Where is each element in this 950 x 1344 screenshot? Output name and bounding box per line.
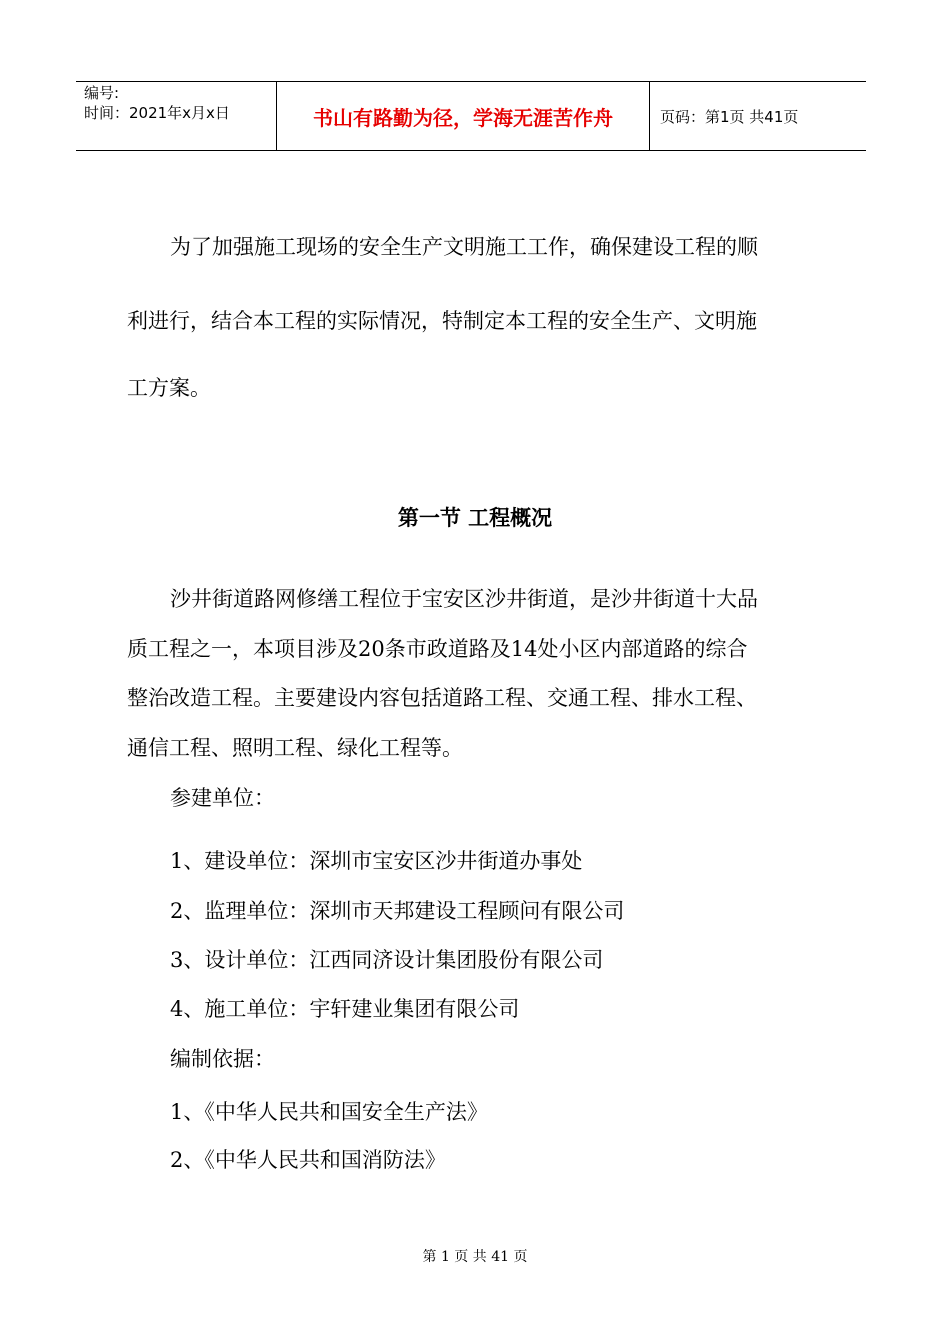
participant-item: 3、设计单位：江西同济设计集团股份有限公司 xyxy=(170,948,604,972)
intro-line-2: 利进行，结合本工程的实际情况，特制定本工程的安全生产、文明施 xyxy=(127,309,757,333)
header-page-info: 页码：第1页 共41页 xyxy=(660,107,799,126)
overview-line-4: 通信工程、照明工程、绿化工程等。 xyxy=(127,736,463,760)
intro-line-1: 为了加强施工现场的安全生产文明施工工作，确保建设工程的顺 xyxy=(170,235,758,259)
page-footer: 第 1 页 共 41 页 xyxy=(422,1249,528,1265)
intro-line-3: 工方案。 xyxy=(127,376,211,400)
basis-label: 编制依据： xyxy=(170,1047,275,1071)
participant-item: 1、建设单位：深圳市宝安区沙井街道办事处 xyxy=(170,849,583,873)
overview-line-1: 沙井街道路网修缮工程位于宝安区沙井街道，是沙井街道十大品 xyxy=(170,587,758,611)
basis-item: 1、《中华人民共和国安全生产法》 xyxy=(170,1100,488,1124)
section-title: 第一节 工程概况 xyxy=(397,506,553,530)
basis-item: 2、《中华人民共和国消防法》 xyxy=(170,1148,446,1172)
page-header xyxy=(76,81,866,151)
participant-item: 2、监理单位：深圳市天邦建设工程顾问有限公司 xyxy=(170,899,625,923)
overview-line-3: 整治改造工程。主要建设内容包括道路工程、交通工程、排水工程、 xyxy=(127,686,757,710)
participant-item: 4、施工单位：宇轩建业集团有限公司 xyxy=(170,997,520,1021)
overview-line-2: 质工程之一，本项目涉及20条市政道路及14处小区内部道路的综合 xyxy=(127,637,748,661)
header-motto xyxy=(277,82,650,150)
header-meta xyxy=(76,82,277,150)
motto-text: 书山有路勤为径，学海无涯苦作舟 xyxy=(313,105,613,130)
document-number-label: 编号: xyxy=(84,84,120,102)
participants-label: 参建单位： xyxy=(170,786,275,810)
document-time-label: 时间：2021年x月x日 xyxy=(84,104,230,122)
